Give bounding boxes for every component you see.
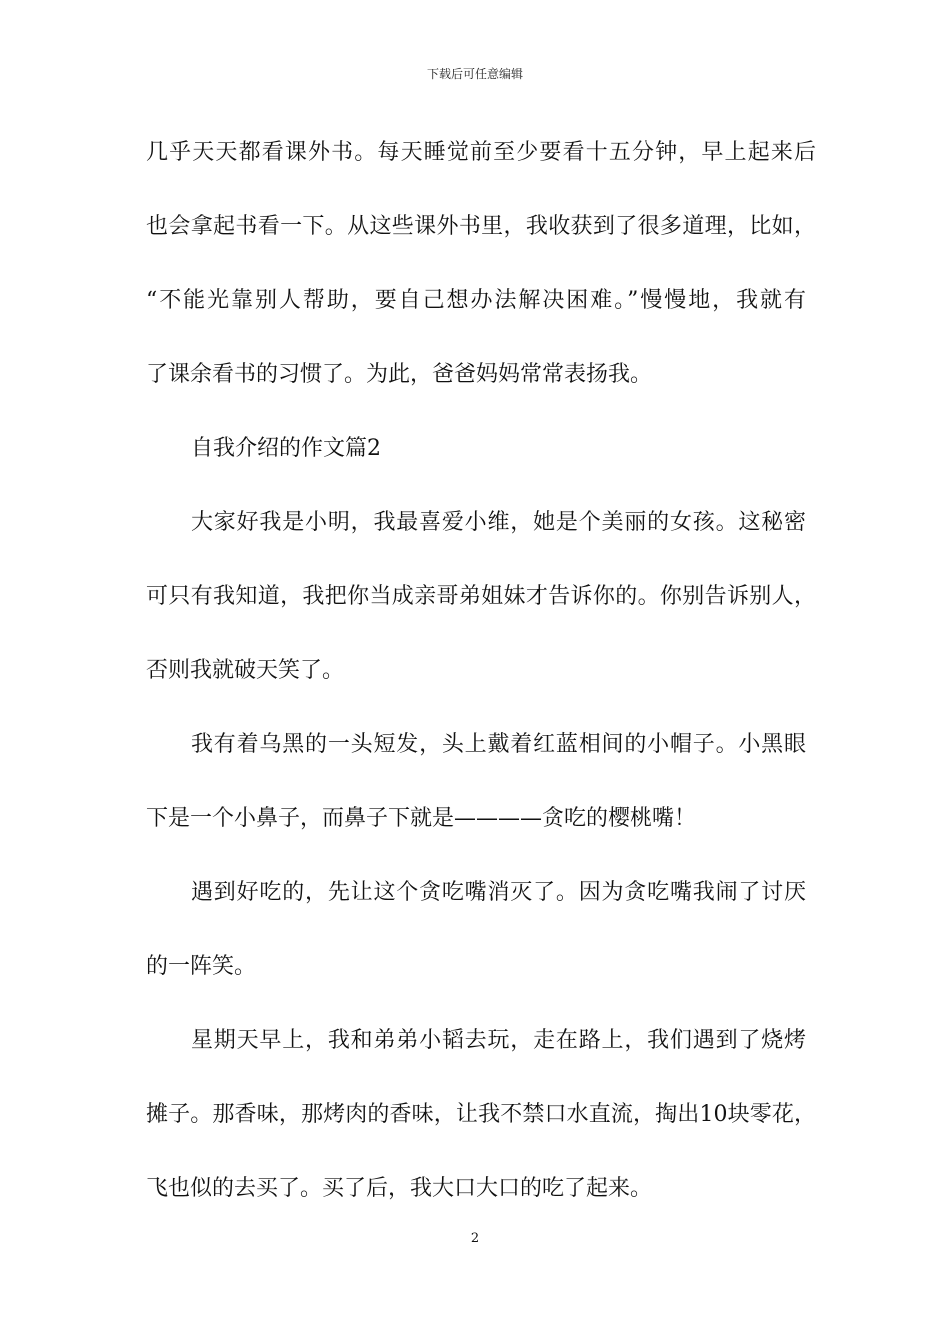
text-line: 几乎天天都看课外书。每天睡觉前至少要看十五分钟，早上起来后 [146, 140, 816, 165]
text-line: 遇到好吃的，先让这个贪吃嘴消灭了。因为贪吃嘴我闹了讨厌 [191, 880, 806, 905]
section-heading: 自我介绍的作文篇2 [191, 436, 381, 461]
page-number: 2 [470, 1231, 480, 1246]
text-line: 的一阵笑。 [146, 954, 257, 979]
text-line: “不能光靠别人帮助，要自己想办法解决困难。”慢慢地，我就有 [146, 288, 806, 313]
text-line: 摊子。那香味，那烤肉的香味，让我不禁口水直流，掏出10块零花， [146, 1102, 816, 1127]
text-line: 否则我就破天笑了。 [146, 658, 345, 683]
page-header-note: 下载后可任意编辑 [426, 67, 523, 81]
text-line: 飞也似的去买了。买了后，我大口大口的吃了起来。 [146, 1176, 653, 1201]
text-line: 下是一个小鼻子，而鼻子下就是————贪吃的樱桃嘴！ [146, 806, 697, 831]
text-line: 可只有我知道，我把你当成亲哥弟姐妹才告诉你的。你别告诉别人， [146, 584, 816, 609]
text-line: 星期天早上，我和弟弟小韬去玩，走在路上，我们遇到了烧烤 [191, 1028, 806, 1053]
text-line: 我有着乌黑的一头短发，头上戴着红蓝相间的小帽子。小黑眼 [191, 732, 806, 757]
text-line: 了课余看书的习惯了。为此，爸爸妈妈常常表扬我。 [146, 362, 653, 387]
text-line: 大家好我是小明，我最喜爱小维，她是个美丽的女孩。这秘密 [191, 510, 806, 535]
text-line: 也会拿起书看一下。从这些课外书里，我收获到了很多道理，比如， [146, 214, 816, 239]
